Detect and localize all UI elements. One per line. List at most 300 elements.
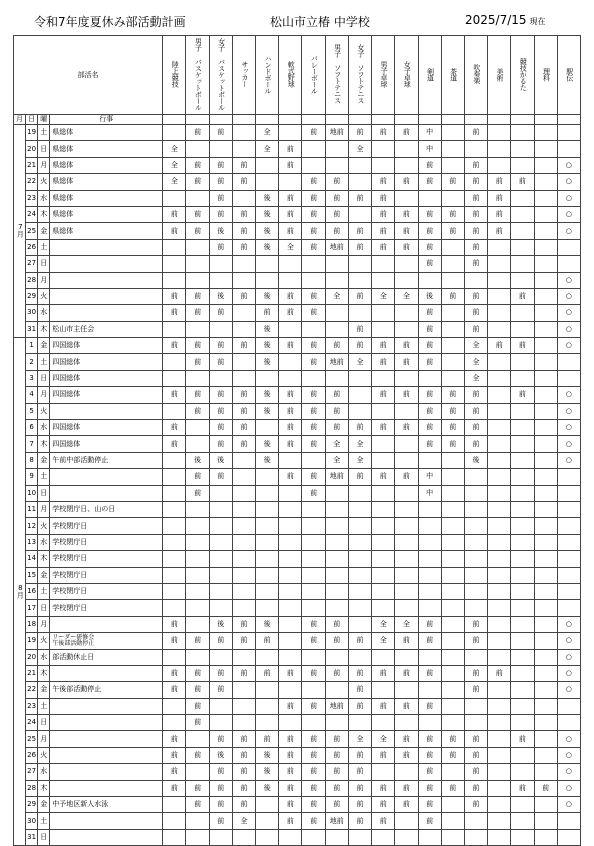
activity-cell: 前 xyxy=(256,731,279,747)
activity-cell: ○ xyxy=(557,305,580,321)
activity-cell xyxy=(256,174,279,190)
activity-cell: 前 xyxy=(395,338,418,354)
activity-cell xyxy=(534,665,557,681)
header-blank-cell xyxy=(534,115,557,125)
club-header-cell xyxy=(325,36,348,115)
activity-cell xyxy=(186,551,209,567)
activity-cell xyxy=(209,698,232,714)
activity-cell: ○ xyxy=(557,420,580,436)
activity-cell: 前 xyxy=(302,387,325,403)
activity-cell xyxy=(534,469,557,485)
activity-cell xyxy=(534,649,557,665)
activity-cell xyxy=(557,715,580,731)
activity-cell xyxy=(186,616,209,632)
activity-cell xyxy=(372,141,395,157)
day-number: 27 xyxy=(26,764,38,780)
day-number: 25 xyxy=(26,731,38,747)
activity-cell xyxy=(395,452,418,468)
weekday: 水 xyxy=(38,649,50,665)
activity-cell: ○ xyxy=(557,338,580,354)
activity-cell xyxy=(279,272,302,288)
activity-cell: 前 xyxy=(232,731,255,747)
activity-cell: 全 xyxy=(163,174,186,190)
activity-cell: 前 xyxy=(232,797,255,813)
club-header-cell xyxy=(186,36,209,115)
table-row xyxy=(14,698,581,714)
table-row xyxy=(14,157,581,173)
activity-cell: 前 xyxy=(209,780,232,796)
activity-cell xyxy=(163,649,186,665)
day-number: 15 xyxy=(26,567,38,583)
activity-cell: 前 xyxy=(279,387,302,403)
activity-cell: 前 xyxy=(163,436,186,452)
table-row xyxy=(14,551,581,567)
activity-cell xyxy=(209,370,232,386)
activity-cell xyxy=(441,682,464,698)
activity-cell: 前 xyxy=(441,403,464,419)
activity-cell xyxy=(511,305,534,321)
activity-cell xyxy=(348,583,371,599)
weekday: 月 xyxy=(38,157,50,173)
activity-cell: 前 xyxy=(302,436,325,452)
activity-cell xyxy=(348,256,371,272)
activity-cell xyxy=(186,600,209,616)
activity-cell xyxy=(163,698,186,714)
activity-cell xyxy=(232,534,255,550)
day-number: 2 xyxy=(26,354,38,370)
activity-cell: 前 xyxy=(256,305,279,321)
event-cell xyxy=(50,829,163,845)
activity-cell xyxy=(163,600,186,616)
activity-cell: 前 xyxy=(302,764,325,780)
activity-cell: 前 xyxy=(186,157,209,173)
activity-cell xyxy=(232,501,255,517)
activity-cell: 後 xyxy=(256,747,279,763)
activity-cell: 前 xyxy=(163,633,186,649)
activity-cell xyxy=(348,403,371,419)
activity-cell: 前 xyxy=(348,747,371,763)
activity-cell xyxy=(395,583,418,599)
weekday: 水 xyxy=(38,420,50,436)
activity-cell: 地前 xyxy=(325,239,348,255)
activity-cell: 前 xyxy=(372,797,395,813)
day-number: 27 xyxy=(26,256,38,272)
activity-cell: 前 xyxy=(372,206,395,222)
club-name: 男子 ソフトテニス xyxy=(333,44,342,104)
activity-cell xyxy=(163,370,186,386)
activity-cell xyxy=(534,403,557,419)
activity-cell: 地前 xyxy=(325,354,348,370)
activity-cell xyxy=(348,600,371,616)
activity-cell: 前 xyxy=(488,338,511,354)
weekday: 金 xyxy=(38,567,50,583)
table-row xyxy=(14,321,581,337)
activity-cell: 前 xyxy=(418,354,441,370)
activity-cell: 前 xyxy=(232,665,255,681)
activity-cell: 前 xyxy=(348,682,371,698)
activity-cell: ○ xyxy=(557,649,580,665)
header-blank-cell xyxy=(557,115,580,125)
event-cell: 県総体 xyxy=(50,206,163,222)
activity-cell xyxy=(464,829,487,845)
activity-cell xyxy=(209,501,232,517)
activity-cell xyxy=(464,272,487,288)
activity-cell: 前 xyxy=(325,223,348,239)
activity-cell xyxy=(557,829,580,845)
table-row xyxy=(14,354,581,370)
event-cell: 松山市主任会 xyxy=(50,321,163,337)
header-blank-cell xyxy=(348,115,371,125)
activity-cell: 前 xyxy=(325,616,348,632)
activity-cell: 後 xyxy=(256,190,279,206)
day-number: 3 xyxy=(26,370,38,386)
table-row xyxy=(14,485,581,501)
activity-cell xyxy=(325,256,348,272)
activity-cell xyxy=(441,583,464,599)
activity-cell xyxy=(488,256,511,272)
activity-cell: 前 xyxy=(464,747,487,763)
activity-cell xyxy=(163,272,186,288)
activity-cell xyxy=(348,567,371,583)
activity-cell xyxy=(488,649,511,665)
activity-cell xyxy=(464,600,487,616)
activity-cell xyxy=(348,157,371,173)
activity-cell xyxy=(488,452,511,468)
activity-cell xyxy=(418,518,441,534)
activity-cell xyxy=(232,452,255,468)
activity-cell xyxy=(511,452,534,468)
table-row xyxy=(14,338,581,354)
activity-cell xyxy=(488,731,511,747)
activity-cell xyxy=(395,551,418,567)
activity-cell: 前 xyxy=(325,731,348,747)
activity-cell: 前 xyxy=(348,764,371,780)
activity-cell xyxy=(209,518,232,534)
club-name: 陸上競技 xyxy=(171,61,180,87)
activity-cell xyxy=(441,616,464,632)
activity-cell xyxy=(186,239,209,255)
activity-cell: 前 xyxy=(418,436,441,452)
activity-cell: 前 xyxy=(418,698,441,714)
activity-cell xyxy=(279,256,302,272)
activity-cell xyxy=(511,157,534,173)
event-cell: 県総体 xyxy=(50,174,163,190)
table-row xyxy=(14,190,581,206)
activity-cell xyxy=(186,534,209,550)
club-header-cell xyxy=(348,36,371,115)
activity-cell xyxy=(511,469,534,485)
activity-cell: 後 xyxy=(256,321,279,337)
activity-cell xyxy=(372,501,395,517)
club-header-cell xyxy=(464,36,487,115)
activity-cell: 前 xyxy=(348,338,371,354)
day-number: 16 xyxy=(26,583,38,599)
activity-cell xyxy=(302,567,325,583)
day-number: 30 xyxy=(26,305,38,321)
activity-cell: 前 xyxy=(209,206,232,222)
activity-cell: 前 xyxy=(279,206,302,222)
event-cell: 県総体 xyxy=(50,190,163,206)
month-text: 7月 xyxy=(16,223,25,238)
activity-cell xyxy=(372,452,395,468)
table-row xyxy=(14,649,581,665)
activity-cell xyxy=(186,420,209,436)
activity-cell xyxy=(441,518,464,534)
activity-cell: 前 xyxy=(232,436,255,452)
activity-cell xyxy=(534,141,557,157)
activity-cell: 前 xyxy=(279,698,302,714)
activity-cell xyxy=(163,829,186,845)
activity-cell: 後 xyxy=(256,616,279,632)
activity-cell xyxy=(256,649,279,665)
activity-cell xyxy=(441,501,464,517)
activity-cell: 全 xyxy=(348,436,371,452)
day-col-header: 日 xyxy=(26,115,38,125)
activity-cell xyxy=(511,797,534,813)
header-blank-cell xyxy=(325,115,348,125)
activity-cell xyxy=(534,485,557,501)
header-blank-cell xyxy=(163,115,186,125)
page-title: 令和7年度夏休み部活動計画 xyxy=(34,15,186,29)
weekday: 木 xyxy=(38,551,50,567)
activity-cell xyxy=(209,600,232,616)
activity-cell xyxy=(348,518,371,534)
activity-cell xyxy=(557,551,580,567)
activity-cell: 全 xyxy=(348,731,371,747)
activity-cell xyxy=(256,682,279,698)
table-row xyxy=(14,682,581,698)
activity-cell xyxy=(511,534,534,550)
club-header-cell xyxy=(302,36,325,115)
activity-cell: 全 xyxy=(395,616,418,632)
day-number: 19 xyxy=(26,633,38,649)
event-cell: 学校閉庁日 xyxy=(50,551,163,567)
activity-cell: 前 xyxy=(464,780,487,796)
activity-cell: 前 xyxy=(511,780,534,796)
activity-cell xyxy=(534,600,557,616)
activity-cell xyxy=(232,190,255,206)
activity-cell xyxy=(325,501,348,517)
club-name: 美術 xyxy=(496,67,505,81)
day-number: 31 xyxy=(26,829,38,845)
activity-cell xyxy=(256,797,279,813)
event-cell xyxy=(50,256,163,272)
activity-cell: 前 xyxy=(279,403,302,419)
event-cell: 学校閉庁日、山の日 xyxy=(50,501,163,517)
activity-cell xyxy=(348,534,371,550)
activity-cell: ○ xyxy=(557,206,580,222)
month-text: 8月 xyxy=(16,583,25,598)
activity-cell: 前 xyxy=(372,239,395,255)
activity-cell: 前 xyxy=(348,469,371,485)
weekday-col-header: 曜 xyxy=(38,115,50,125)
activity-cell xyxy=(186,731,209,747)
activity-cell xyxy=(511,190,534,206)
header-blank-cell xyxy=(511,115,534,125)
event-cell: 県総体 xyxy=(50,125,163,141)
event-cell xyxy=(50,780,163,796)
header-blank-cell xyxy=(395,115,418,125)
club-name: 吹奏楽 xyxy=(472,64,481,84)
activity-cell xyxy=(302,534,325,550)
activity-cell xyxy=(232,649,255,665)
activity-cell xyxy=(256,370,279,386)
table-row xyxy=(14,452,581,468)
activity-cell xyxy=(418,682,441,698)
activity-cell: 前 xyxy=(279,420,302,436)
activity-cell: 前 xyxy=(325,747,348,763)
activity-cell xyxy=(418,551,441,567)
activity-cell xyxy=(534,256,557,272)
activity-cell xyxy=(488,157,511,173)
activity-cell: 前 xyxy=(279,780,302,796)
table-row xyxy=(14,797,581,813)
activity-cell: 後 xyxy=(209,747,232,763)
activity-cell: 全 xyxy=(256,125,279,141)
activity-cell: 前 xyxy=(348,321,371,337)
activity-cell xyxy=(232,600,255,616)
activity-cell: 後 xyxy=(256,206,279,222)
activity-cell: 前 xyxy=(186,288,209,304)
activity-cell xyxy=(441,354,464,370)
activity-cell xyxy=(534,633,557,649)
activity-cell xyxy=(534,731,557,747)
activity-cell xyxy=(163,583,186,599)
activity-cell xyxy=(348,305,371,321)
activity-cell xyxy=(511,764,534,780)
day-number: 23 xyxy=(26,698,38,714)
activity-cell: 前 xyxy=(302,780,325,796)
activity-cell xyxy=(256,157,279,173)
activity-cell: 前 xyxy=(279,797,302,813)
activity-cell: ○ xyxy=(557,190,580,206)
event-cell xyxy=(50,764,163,780)
activity-cell xyxy=(534,829,557,845)
activity-cell xyxy=(256,501,279,517)
activity-cell xyxy=(395,157,418,173)
activity-cell: 前 xyxy=(464,436,487,452)
activity-cell: 前 xyxy=(302,731,325,747)
event-col-header: 行事 xyxy=(50,115,163,125)
activity-cell: 前 xyxy=(186,747,209,763)
activity-cell: 前 xyxy=(464,616,487,632)
activity-cell xyxy=(395,436,418,452)
activity-cell xyxy=(511,141,534,157)
table-row xyxy=(14,616,581,632)
activity-cell xyxy=(348,616,371,632)
activity-cell: 前 xyxy=(325,387,348,403)
activity-cell: 前 xyxy=(279,338,302,354)
activity-cell: ○ xyxy=(557,436,580,452)
day-number: 29 xyxy=(26,288,38,304)
activity-cell xyxy=(372,649,395,665)
activity-cell xyxy=(302,141,325,157)
event-cell xyxy=(50,469,163,485)
activity-cell: 前 xyxy=(395,174,418,190)
header-blank-cell xyxy=(441,115,464,125)
activity-cell xyxy=(186,583,209,599)
activity-cell: 前 xyxy=(418,764,441,780)
header-blank-cell xyxy=(464,115,487,125)
activity-cell: 前 xyxy=(372,665,395,681)
activity-cell xyxy=(488,518,511,534)
activity-cell: 前 xyxy=(418,665,441,681)
activity-cell: 前 xyxy=(418,780,441,796)
activity-cell xyxy=(441,125,464,141)
activity-cell xyxy=(464,567,487,583)
activity-cell: 前 xyxy=(209,387,232,403)
activity-cell: 前 xyxy=(279,747,302,763)
activity-cell xyxy=(441,813,464,829)
activity-cell: 前 xyxy=(395,665,418,681)
activity-cell xyxy=(325,518,348,534)
day-number: 22 xyxy=(26,174,38,190)
table-row xyxy=(14,256,581,272)
activity-cell: ○ xyxy=(557,780,580,796)
table-row xyxy=(14,567,581,583)
activity-cell xyxy=(441,665,464,681)
activity-cell xyxy=(256,567,279,583)
activity-cell: 前 xyxy=(372,125,395,141)
event-cell: リーダー研修会 午後部活動停止 xyxy=(50,633,163,649)
activity-cell: 前 xyxy=(163,338,186,354)
activity-cell xyxy=(488,420,511,436)
activity-cell: 前 xyxy=(372,780,395,796)
activity-cell xyxy=(302,157,325,173)
activity-cell xyxy=(256,715,279,731)
club-name: 女子卓球 xyxy=(403,61,412,87)
activity-cell xyxy=(488,501,511,517)
weekday: 土 xyxy=(38,354,50,370)
activity-cell xyxy=(418,534,441,550)
table-row xyxy=(14,436,581,452)
activity-cell: 前 xyxy=(163,223,186,239)
activity-cell xyxy=(348,551,371,567)
club-name: ハンドボール xyxy=(264,54,273,94)
header-blank-cell xyxy=(279,115,302,125)
header-blank-cell xyxy=(186,115,209,125)
weekday: 木 xyxy=(38,780,50,796)
activity-cell: 全 xyxy=(163,157,186,173)
weekday: 日 xyxy=(38,141,50,157)
activity-cell xyxy=(395,321,418,337)
activity-cell: 全 xyxy=(372,288,395,304)
activity-cell: 前 xyxy=(464,288,487,304)
activity-cell xyxy=(302,829,325,845)
event-cell: 県総体 xyxy=(50,157,163,173)
weekday: 土 xyxy=(38,239,50,255)
activity-cell xyxy=(488,469,511,485)
activity-cell xyxy=(511,698,534,714)
activity-cell: 前 xyxy=(348,420,371,436)
activity-cell: 前 xyxy=(372,469,395,485)
activity-cell: 前 xyxy=(325,206,348,222)
club-name: 競技かるた xyxy=(519,57,528,91)
activity-cell: ○ xyxy=(557,272,580,288)
activity-cell xyxy=(418,600,441,616)
activity-cell: 前 xyxy=(418,731,441,747)
header-blank-cell xyxy=(232,115,255,125)
activity-cell: 前 xyxy=(186,633,209,649)
activity-cell xyxy=(279,551,302,567)
activity-cell xyxy=(511,272,534,288)
activity-cell xyxy=(325,715,348,731)
weekday: 水 xyxy=(38,534,50,550)
activity-cell: 前 xyxy=(464,223,487,239)
activity-cell: 前 xyxy=(279,813,302,829)
activity-cell: 前 xyxy=(186,387,209,403)
activity-cell xyxy=(511,682,534,698)
